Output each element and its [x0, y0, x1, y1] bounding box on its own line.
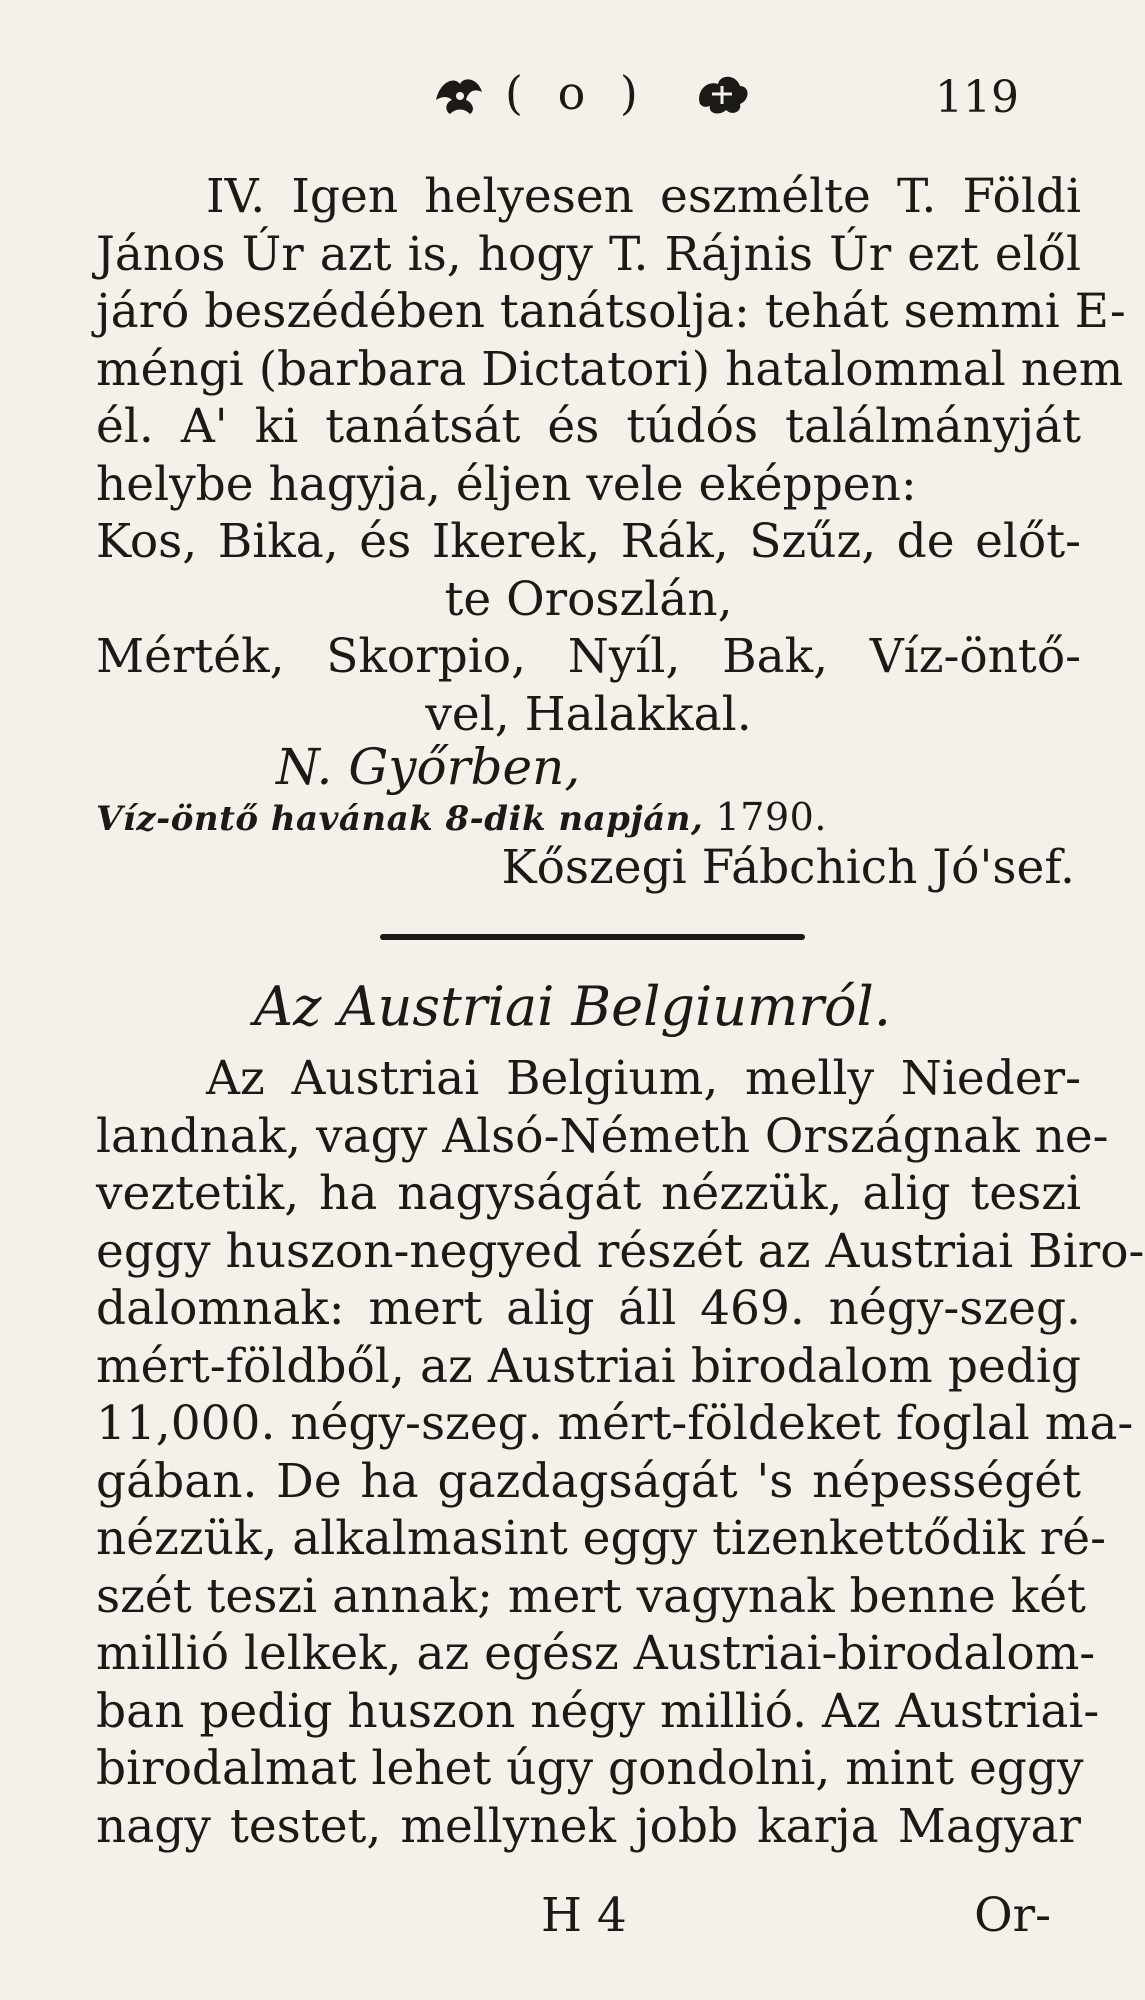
text-line: nézzük, alkalmasint eggy tizenkettődik ré- — [96, 1511, 1106, 1566]
text-line: Az Austriai Belgium, melly Nieder- — [206, 1051, 1081, 1106]
signature-mark: H 4 — [541, 1888, 627, 1943]
signature-place: N. Győrben, — [276, 738, 581, 796]
text-line: szét teszi annak; mert vagynak benne két — [96, 1568, 1086, 1624]
text-line: járó beszédében tanátsolja: tehát semmi E- — [96, 284, 1126, 339]
text-line: János Úr azt is, hogy T. Rájnis Úr ezt elől — [96, 226, 1081, 282]
text-line: Mérték, Skorpio, Nyíl, Bak, Víz-öntő- — [96, 629, 1081, 684]
text-line: ban pedig huszon négy millió. Az Austriai- — [96, 1683, 1100, 1739]
article-paragraph — [96, 1050, 1145, 1855]
ornament-icon — [430, 70, 490, 118]
text-line: te Oroszlán, — [444, 571, 733, 627]
page-header — [0, 62, 1145, 132]
text-line: 11,000. négy-szeg. mért-földeket foglal ma- — [96, 1396, 1134, 1451]
signature-date-text: Víz-öntő havának 8-dik napján, — [96, 799, 704, 839]
text-line: Kos, Bika, és Ikerek, Rák, Szűz, de előt- — [96, 514, 1081, 569]
text-line: él. A' ki tanátsát és túdós találmányját — [96, 399, 1081, 454]
page-number: 119 — [935, 72, 1019, 123]
text-line: méngi (barbara Dictatori) hatalommal nem — [96, 341, 1124, 397]
text-line: IV. Igen helyesen eszmélte T. Földi — [206, 169, 1081, 224]
letter-paragraph — [96, 168, 1126, 743]
catchword: Or- — [974, 1888, 1051, 1943]
text-line: landnak, vagy Alsó-Németh Országnak ne- — [96, 1108, 1109, 1164]
text-line: gában. De ha gazdagságát 's népességét — [96, 1453, 1081, 1509]
text-line: birodalmat lehet úgy gondolni, mint eggy — [96, 1741, 1084, 1796]
text-line: vel, Halakkal. — [425, 686, 752, 742]
text-line: millió lelkek, az egész Austriai-birodalom- — [96, 1626, 1096, 1681]
text-line: veztetik, ha nagyságát nézzük, alig teszi — [96, 1166, 1081, 1221]
ornament-icon — [692, 70, 752, 118]
section-title: Az Austriai Belgiumról. — [253, 975, 891, 1038]
page-footer — [96, 1888, 1081, 1948]
signature-year: 1790. — [715, 795, 827, 839]
text-line: mért-földből, az Austriai birodalom pedig — [96, 1338, 1081, 1394]
text-line: helybe hagyja, éljen vele eképpen: — [96, 456, 917, 512]
signature-name: Kőszegi Fábchich Jó'sef. — [501, 840, 1075, 895]
signature-date — [96, 795, 1081, 839]
text-line: dalomnak: mert alig áll 469. négy-szeg. — [96, 1281, 1081, 1336]
section-divider — [380, 934, 805, 940]
text-line: nagy testet, mellynek jobb karja Magyar — [96, 1798, 1081, 1854]
header-mark: ( o ) — [505, 66, 648, 120]
text-line: eggy huszon-negyed részét az Austriai Biro- — [96, 1223, 1145, 1279]
